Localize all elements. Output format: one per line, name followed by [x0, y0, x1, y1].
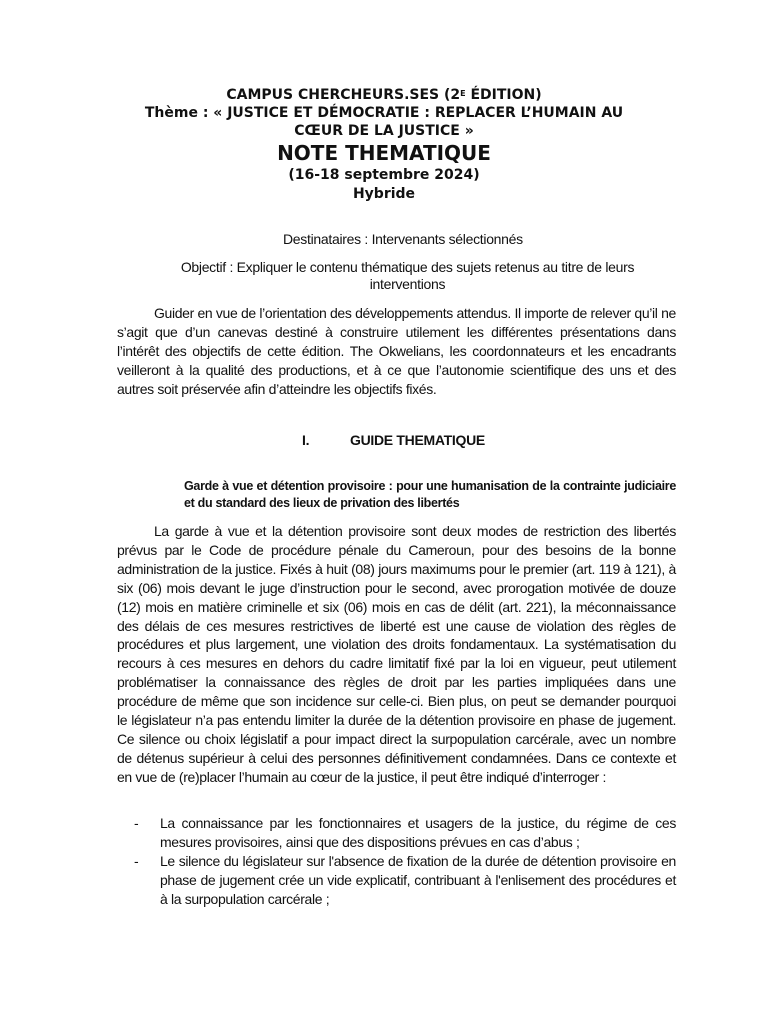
- event-dates: (16-18 septembre 2024): [288, 167, 480, 183]
- event-mode: Hybride: [352, 186, 416, 202]
- bullet-dash: -: [134, 815, 139, 831]
- list-item: - Le silence du législateur sur l'absence de fixation de la durée de détention provisoire en phase de jugement crée un vide explicatif, contribuant à l'enlisement des procédures et à la surpopulation carcérale ;: [134, 852, 676, 907]
- section-number: I.: [302, 432, 310, 448]
- objective-line-continued: interventions: [369, 276, 446, 292]
- topic-paragraph: La garde à vue et la détention provisoire sont deux modes de restriction des libertés prévus par le Code de procédure pénale du Cameroun, pour des besoins de la bonne administration de la justice. Fixés à huit (08) jours maximums pour le premier (art. 119 à 121), à six (06) mois devant le juge d’instruction pour le second, avec prorogation motivée de douze (12) mois en matière criminelle et six (06) mois en cas de délit (art. 221), la méconnaissance des délais de ces mesures restrictives de liberté est une cause de violation des règles de procédures et plus largement, une violation des droits fondamentaux. La systématisation du recours à ces mesures en dehors du cadre limitatif fixé par la loi en vigueur, peut utilement problématiser la connaissance des règles de droit par les parties impliquées dans une procédure de même que son incidence sur celle-ci. Bien plus, on peut se demander pourquoi le législateur n’a pas entendu limiter la durée de la détention provisoire en phase de jugement. Ce silence ou choix législatif a pour impact direct la surpopulation carcérale, avec un nombre de détenus supérieur à celui des personnes définitivement condamnées. Dans ce contexte et en vue de (re)placer l’humain au cœur de la justice, il peut être indiqué d’interroger :: [117, 523, 676, 785]
- campus-title-line: CAMPUS CHERCHEURS.SES ($2^E$ ÉDITION): [226, 87, 542, 103]
- intro-paragraph: Guider en vue de l’orientation des développements attendus. Il importe de relever qu’il ne s’agit que d’un canevas destiné à construire utilement les différentes présentations dans l’intérêt des objectifs de cette édition. The Okwelians, les coordonnateurs et les encadrants veilleront à la qualité des productions, et à ce que l’autonomie scientifique des uns et des autres soit préservée afin d’atteindre les objectifs fixés.: [117, 305, 676, 397]
- page-title: NOTE THEMATIQUE: [277, 141, 491, 165]
- objective-line: Objectif : Expliquer le contenu thématique des sujets retenus au titre de leurs: [180, 259, 635, 275]
- recipients-line: Destinataires : Intervenants sélectionnés: [283, 231, 523, 247]
- theme-line: Thème : « JUSTICE ET DÉMOCRATIE : REPLACER L’HUMAIN AU: [144, 105, 624, 121]
- theme-line-continued: CŒUR DE LA JUSTICE »: [294, 123, 474, 139]
- section-heading: [302, 432, 485, 448]
- question-list: [134, 814, 676, 909]
- document-header: [0, 86, 768, 203]
- topic-subheading: Garde à vue et détention provisoire : pour une humanisation de la contrainte judiciaire et du standard des lieux de privation des libertés: [184, 479, 676, 510]
- bullet-dash: -: [134, 852, 139, 869]
- list-item: - La connaissance par les fonctionnaires et usagers de la justice, du régime de ces mesures provisoires, ainsi que des dispositions prévues en cas d’abus ;: [134, 815, 676, 850]
- section-title: GUIDE THEMATIQUE: [350, 432, 485, 448]
- objective-block: [150, 259, 665, 293]
